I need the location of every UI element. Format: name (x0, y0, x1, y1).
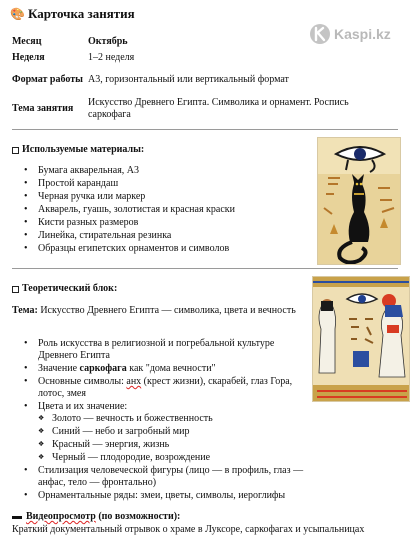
info-row-topic (12, 95, 368, 123)
info-row-format (12, 65, 368, 95)
info-row-month (12, 34, 368, 50)
info-key: Формат работы (12, 74, 83, 85)
video-text: Краткий документальный отрывок о храме в Луксоре, саркофагах и усыпальницах (12, 524, 365, 535)
info-value: 1–2 неделя (88, 51, 135, 63)
list-item: • Кисти разных размеров (24, 217, 294, 229)
materials-list (24, 165, 294, 256)
list-item-text: Цвета и их значение: (38, 401, 128, 412)
list-item-text: как "дома вечности" (129, 363, 216, 374)
divider (12, 129, 398, 130)
checkbox-icon (12, 286, 19, 293)
info-value: А3, горизонтальный или вертикальный формат (88, 74, 289, 85)
video-heading (12, 511, 180, 523)
list-item-text: анх (126, 376, 142, 387)
colors-sublist (38, 413, 314, 464)
materials-heading (12, 144, 144, 156)
theory-topic (12, 305, 302, 317)
theory-heading-text: Теоретический блок: (22, 283, 118, 294)
materials-heading-text: Используемые материалы: (22, 144, 145, 155)
list-item (24, 376, 314, 400)
checkbox-icon (12, 147, 19, 154)
kaspi-logo-text: Kaspi.kz (334, 25, 391, 42)
egyptian-figures-painting (312, 276, 410, 402)
list-item: • Образцы египетских орнаментов и символов (24, 243, 294, 255)
list-item: • Стилизация человеческой фигуры (лицо — в профиль, глаз — анфас, тело — фронтально) (24, 465, 314, 489)
page-title-text: Карточка занятия (27, 6, 135, 21)
list-item: • Бумага акварельная, А3 (24, 165, 294, 177)
info-key: Неделя (12, 51, 45, 63)
list-item: • Орнаментальные ряды: змеи, цветы, символы, иероглифы (24, 490, 314, 502)
sublist-item: ❖ Синий — небо и загробный мир (38, 426, 314, 438)
video-heading-word: Видеопросмотр (26, 511, 96, 522)
sublist-item: ❖ Черный — плодородие, возрождение (38, 452, 314, 464)
egyptian-cat-painting (317, 137, 401, 265)
sublist-item: ❖ Красный — энергия, жизнь (38, 439, 314, 451)
list-item-text: Линейка, стирательная резинка (38, 230, 172, 241)
list-item-emphasis: саркофага (79, 363, 127, 374)
theory-list (24, 338, 314, 503)
info-value: Октябрь (88, 36, 128, 47)
list-item-text: Основные символы: (38, 376, 124, 387)
page-title (10, 6, 135, 22)
list-item: • Роль искусства в религиозной и погребальной культуре Древнего Египта (24, 338, 314, 362)
palette-icon: 🎨 (10, 6, 25, 21)
info-row-week (12, 50, 368, 65)
info-value: Искусство Древнего Египта. Символика и орнамент. Роспись саркофага (88, 97, 349, 120)
video-heading-text (26, 511, 180, 523)
monitor-icon: ▬ (12, 511, 22, 522)
list-item (24, 401, 314, 464)
topic-label: Тема: (12, 305, 38, 316)
list-item (24, 230, 294, 242)
list-item: • Простой карандаш (24, 178, 294, 190)
sublist-item: ❖ Золото — вечность и божественность (38, 413, 314, 425)
list-item: • Черная ручка или маркер (24, 191, 294, 203)
info-key: Месяц (12, 36, 42, 47)
divider (12, 268, 398, 269)
info-key: Тема занятия (12, 103, 74, 114)
theory-heading (12, 283, 117, 295)
topic-text: Искусство Древнего Египта — символика, цвета и вечность (40, 305, 296, 316)
video-heading-rest: (по возможности): (95, 511, 181, 522)
lesson-info-table (12, 34, 368, 123)
list-item-text: Значение (38, 363, 78, 374)
list-item: • Акварель, гуашь, золотистая и красная краски (24, 204, 294, 216)
list-item (24, 363, 314, 375)
list-item-text: (крест жизни), скарабей, глаз Гора, лотос, змея (38, 376, 293, 399)
